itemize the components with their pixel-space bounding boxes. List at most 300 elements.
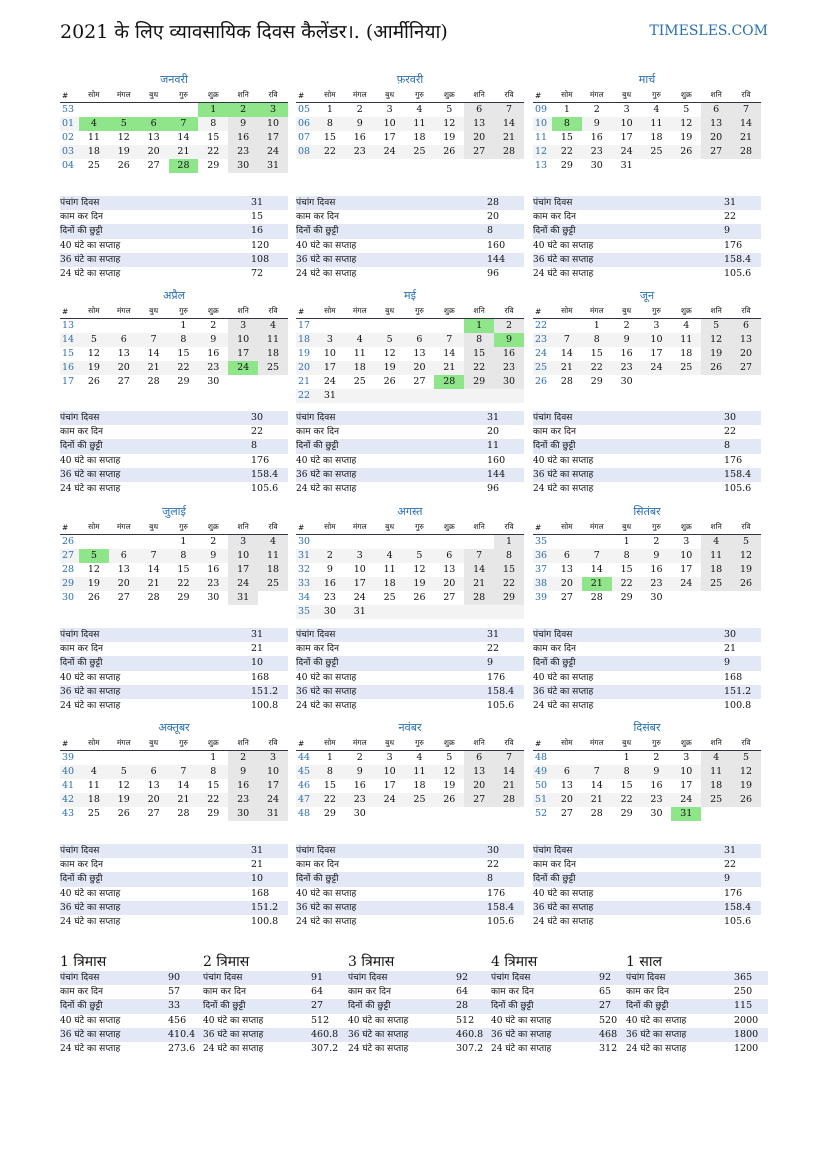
day-cell[interactable]: 27 <box>147 160 160 171</box>
day-cell[interactable]: 16 <box>590 132 603 143</box>
day-cell[interactable]: 16 <box>207 348 220 359</box>
day-cell[interactable]: 18 <box>413 780 426 791</box>
day-cell[interactable]: 3 <box>386 104 393 115</box>
day-cell[interactable]: 30 <box>494 375 524 389</box>
day-cell[interactable]: 13 <box>701 117 731 131</box>
day-cell[interactable]: 11 <box>258 333 288 347</box>
day-cell[interactable]: 22 <box>590 362 603 373</box>
day-cell[interactable]: 10 <box>258 765 288 779</box>
day-cell[interactable]: 6 <box>464 103 494 118</box>
day-cell[interactable]: 26 <box>87 592 100 603</box>
day-cell[interactable]: 14 <box>560 348 573 359</box>
day-cell[interactable]: 14 <box>731 117 761 131</box>
day-cell[interactable]: 3 <box>623 104 630 115</box>
day-cell[interactable]: 19 <box>731 563 761 577</box>
day-cell[interactable]: 21 <box>494 131 524 145</box>
day-cell[interactable]: 15 <box>323 132 336 143</box>
day-cell[interactable]: 7 <box>593 766 600 777</box>
day-cell[interactable]: 29 <box>177 592 190 603</box>
day-cell[interactable]: 14 <box>494 765 524 779</box>
day-cell[interactable]: 6 <box>446 550 453 561</box>
day-cell[interactable]: 13 <box>413 348 426 359</box>
day-cell[interactable]: 17 <box>228 347 258 361</box>
day-cell[interactable]: 22 <box>323 794 336 805</box>
day-cell[interactable]: 10 <box>383 766 396 777</box>
day-cell[interactable]: 21 <box>494 779 524 793</box>
day-cell[interactable]: 23 <box>590 146 603 157</box>
day-cell[interactable]: 1 <box>198 103 228 118</box>
day-cell[interactable]: 24 <box>228 577 258 591</box>
day-cell[interactable]: 12 <box>443 766 456 777</box>
day-cell[interactable]: 13 <box>560 780 573 791</box>
day-cell[interactable]: 29 <box>207 808 220 819</box>
day-cell[interactable]: 15 <box>620 780 633 791</box>
day-cell[interactable]: 27 <box>701 145 731 159</box>
day-cell[interactable]: 19 <box>701 347 731 361</box>
day-cell[interactable]: 13 <box>117 348 130 359</box>
day-cell[interactable]: 24 <box>680 794 693 805</box>
day-cell[interactable]: 19 <box>680 132 693 143</box>
day-cell[interactable]: 18 <box>87 794 100 805</box>
day-cell[interactable]: 5 <box>446 104 453 115</box>
day-cell[interactable]: 12 <box>413 564 426 575</box>
day-cell[interactable]: 10 <box>353 564 366 575</box>
day-cell[interactable]: 6 <box>701 103 731 118</box>
day-cell[interactable]: 20 <box>731 347 761 361</box>
day-cell[interactable]: 23 <box>620 362 633 373</box>
day-cell[interactable]: 29 <box>560 160 573 171</box>
day-cell[interactable]: 20 <box>147 146 160 157</box>
day-cell[interactable]: 5 <box>683 104 690 115</box>
day-cell[interactable]: 4 <box>386 550 393 561</box>
day-cell[interactable]: 12 <box>117 132 130 143</box>
day-cell[interactable]: 15 <box>620 564 633 575</box>
day-cell[interactable]: 24 <box>323 376 336 387</box>
day-cell[interactable]: 5 <box>120 766 127 777</box>
day-cell[interactable]: 17 <box>228 563 258 577</box>
day-cell[interactable]: 30 <box>207 592 220 603</box>
day-cell[interactable]: 19 <box>87 578 100 589</box>
day-cell[interactable]: 25 <box>383 592 396 603</box>
day-cell[interactable]: 27 <box>560 808 573 819</box>
day-cell[interactable]: 31 <box>620 160 633 171</box>
day-cell[interactable]: 19 <box>383 362 396 373</box>
day-cell[interactable]: 14 <box>590 564 603 575</box>
day-cell[interactable]: 6 <box>139 117 169 131</box>
day-cell[interactable]: 7 <box>731 103 761 118</box>
day-cell[interactable]: 23 <box>207 578 220 589</box>
day-cell[interactable]: 25 <box>413 146 426 157</box>
day-cell[interactable]: 16 <box>494 347 524 361</box>
day-cell[interactable]: 16 <box>353 780 366 791</box>
day-cell[interactable]: 31 <box>228 591 258 605</box>
day-cell[interactable]: 20 <box>560 794 573 805</box>
day-cell[interactable]: 9 <box>356 766 363 777</box>
day-cell[interactable]: 15 <box>464 347 494 361</box>
day-cell[interactable]: 2 <box>228 103 258 118</box>
day-cell[interactable]: 6 <box>563 550 570 561</box>
day-cell[interactable]: 6 <box>120 334 127 345</box>
day-cell[interactable]: 13 <box>117 564 130 575</box>
day-cell[interactable]: 3 <box>326 334 333 345</box>
day-cell[interactable]: 25 <box>650 146 663 157</box>
day-cell[interactable]: 10 <box>650 334 663 345</box>
day-cell[interactable]: 7 <box>150 550 157 561</box>
day-cell[interactable]: 15 <box>560 132 573 143</box>
day-cell[interactable]: 9 <box>228 117 258 131</box>
day-cell[interactable]: 27 <box>117 592 130 603</box>
day-cell[interactable]: 11 <box>413 766 426 777</box>
day-cell[interactable]: 18 <box>413 132 426 143</box>
day-cell[interactable]: 14 <box>147 564 160 575</box>
day-cell[interactable]: 25 <box>353 376 366 387</box>
day-cell[interactable]: 10 <box>620 118 633 129</box>
day-cell[interactable]: 20 <box>464 131 494 145</box>
day-cell[interactable]: 1 <box>180 320 187 331</box>
day-cell[interactable]: 9 <box>623 334 630 345</box>
day-cell[interactable]: 3 <box>258 103 288 118</box>
day-cell[interactable]: 20 <box>560 578 573 589</box>
day-cell[interactable]: 30 <box>590 160 603 171</box>
day-cell[interactable]: 23 <box>228 145 258 159</box>
day-cell[interactable]: 19 <box>117 794 130 805</box>
day-cell[interactable]: 22 <box>207 146 220 157</box>
day-cell[interactable]: 20 <box>413 362 426 373</box>
day-cell[interactable]: 16 <box>650 564 663 575</box>
day-cell[interactable]: 26 <box>117 808 130 819</box>
day-cell[interactable]: 14 <box>177 780 190 791</box>
day-cell[interactable]: 9 <box>210 334 217 345</box>
day-cell[interactable]: 30 <box>650 592 663 603</box>
day-cell[interactable]: 4 <box>683 320 690 331</box>
day-cell[interactable]: 28 <box>590 592 603 603</box>
day-cell[interactable]: 13 <box>464 117 494 131</box>
day-cell[interactable]: 29 <box>207 160 220 171</box>
day-cell[interactable]: 25 <box>701 793 731 807</box>
day-cell[interactable]: 28 <box>169 159 199 173</box>
day-cell[interactable]: 27 <box>147 808 160 819</box>
day-cell[interactable]: 27 <box>464 145 494 159</box>
day-cell[interactable]: 22 <box>177 362 190 373</box>
day-cell[interactable]: 5 <box>109 117 139 131</box>
day-cell[interactable]: 9 <box>593 118 600 129</box>
day-cell[interactable]: 14 <box>464 563 494 577</box>
day-cell[interactable]: 28 <box>494 145 524 159</box>
day-cell[interactable]: 30 <box>620 376 633 387</box>
day-cell[interactable]: 25 <box>680 362 693 373</box>
day-cell[interactable]: 8 <box>593 334 600 345</box>
day-cell[interactable]: 26 <box>413 592 426 603</box>
day-cell[interactable]: 29 <box>323 808 336 819</box>
day-cell[interactable]: 18 <box>650 132 663 143</box>
day-cell[interactable]: 16 <box>650 780 663 791</box>
day-cell[interactable]: 28 <box>464 591 494 605</box>
day-cell[interactable]: 5 <box>79 549 109 563</box>
day-cell[interactable]: 23 <box>207 362 220 373</box>
day-cell[interactable]: 18 <box>353 362 366 373</box>
day-cell[interactable]: 4 <box>79 117 109 131</box>
day-cell[interactable]: 23 <box>353 794 366 805</box>
day-cell[interactable]: 24 <box>383 794 396 805</box>
day-cell[interactable]: 7 <box>494 103 524 118</box>
day-cell[interactable]: 22 <box>323 146 336 157</box>
day-cell[interactable]: 21 <box>560 362 573 373</box>
day-cell[interactable]: 7 <box>494 751 524 766</box>
day-cell[interactable]: 21 <box>582 577 612 591</box>
day-cell[interactable]: 17 <box>323 362 336 373</box>
day-cell[interactable]: 9 <box>653 550 660 561</box>
day-cell[interactable]: 3 <box>683 752 690 763</box>
day-cell[interactable]: 22 <box>620 794 633 805</box>
day-cell[interactable]: 14 <box>590 780 603 791</box>
day-cell[interactable]: 12 <box>383 348 396 359</box>
day-cell[interactable]: 18 <box>680 348 693 359</box>
day-cell[interactable]: 15 <box>207 132 220 143</box>
day-cell[interactable]: 2 <box>356 752 363 763</box>
day-cell[interactable]: 21 <box>464 577 494 591</box>
day-cell[interactable]: 16 <box>620 348 633 359</box>
day-cell[interactable]: 20 <box>443 578 456 589</box>
day-cell[interactable]: 6 <box>120 550 127 561</box>
day-cell[interactable]: 2 <box>653 536 660 547</box>
day-cell[interactable]: 7 <box>446 334 453 345</box>
day-cell[interactable]: 8 <box>326 766 333 777</box>
day-cell[interactable]: 12 <box>87 564 100 575</box>
day-cell[interactable]: 8 <box>180 550 187 561</box>
day-cell[interactable]: 27 <box>464 793 494 807</box>
day-cell[interactable]: 9 <box>356 118 363 129</box>
day-cell[interactable]: 17 <box>620 132 633 143</box>
day-cell[interactable]: 21 <box>731 131 761 145</box>
day-cell[interactable]: 4 <box>90 766 97 777</box>
day-cell[interactable]: 31 <box>353 606 366 617</box>
day-cell[interactable]: 24 <box>258 145 288 159</box>
day-cell[interactable]: 11 <box>383 564 396 575</box>
day-cell[interactable]: 8 <box>210 766 217 777</box>
day-cell[interactable]: 17 <box>353 578 366 589</box>
day-cell[interactable]: 15 <box>177 348 190 359</box>
day-cell[interactable]: 5 <box>416 550 423 561</box>
day-cell[interactable]: 13 <box>147 132 160 143</box>
day-cell[interactable]: 19 <box>87 362 100 373</box>
day-cell[interactable]: 2 <box>356 104 363 115</box>
day-cell[interactable]: 29 <box>177 376 190 387</box>
day-cell[interactable]: 21 <box>443 362 456 373</box>
day-cell[interactable]: 24 <box>353 592 366 603</box>
day-cell[interactable]: 21 <box>147 362 160 373</box>
brand-link[interactable]: TIMESLES.COM <box>649 23 768 39</box>
day-cell[interactable]: 29 <box>494 591 524 605</box>
day-cell[interactable]: 11 <box>258 549 288 563</box>
day-cell[interactable]: 10 <box>228 549 258 563</box>
day-cell[interactable]: 26 <box>680 146 693 157</box>
day-cell[interactable]: 6 <box>464 751 494 766</box>
day-cell[interactable]: 16 <box>228 131 258 145</box>
day-cell[interactable]: 20 <box>117 578 130 589</box>
day-cell[interactable]: 16 <box>228 779 258 793</box>
day-cell[interactable]: 3 <box>356 550 363 561</box>
day-cell[interactable]: 15 <box>177 564 190 575</box>
day-cell[interactable]: 23 <box>323 592 336 603</box>
day-cell[interactable]: 6 <box>731 319 761 334</box>
day-cell[interactable]: 25 <box>258 577 288 591</box>
day-cell[interactable]: 16 <box>207 564 220 575</box>
day-cell[interactable]: 9 <box>494 333 524 347</box>
day-cell[interactable]: 18 <box>87 146 100 157</box>
day-cell[interactable]: 17 <box>258 131 288 145</box>
day-cell[interactable]: 11 <box>680 334 693 345</box>
day-cell[interactable]: 11 <box>701 549 731 563</box>
day-cell[interactable]: 2 <box>653 752 660 763</box>
day-cell[interactable]: 4 <box>416 752 423 763</box>
day-cell[interactable]: 10 <box>680 550 693 561</box>
day-cell[interactable]: 20 <box>701 131 731 145</box>
day-cell[interactable]: 2 <box>593 104 600 115</box>
day-cell[interactable]: 23 <box>353 146 366 157</box>
day-cell[interactable]: 29 <box>620 592 633 603</box>
day-cell[interactable]: 28 <box>494 793 524 807</box>
day-cell[interactable]: 7 <box>150 334 157 345</box>
day-cell[interactable]: 12 <box>701 333 731 347</box>
day-cell[interactable]: 14 <box>443 348 456 359</box>
day-cell[interactable]: 24 <box>620 146 633 157</box>
day-cell[interactable]: 23 <box>494 361 524 375</box>
day-cell[interactable]: 23 <box>650 794 663 805</box>
day-cell[interactable]: 26 <box>87 376 100 387</box>
day-cell[interactable]: 13 <box>147 780 160 791</box>
day-cell[interactable]: 17 <box>383 132 396 143</box>
day-cell[interactable]: 25 <box>413 794 426 805</box>
day-cell[interactable]: 8 <box>326 118 333 129</box>
day-cell[interactable]: 17 <box>680 780 693 791</box>
day-cell[interactable]: 24 <box>680 578 693 589</box>
day-cell[interactable]: 16 <box>353 132 366 143</box>
day-cell[interactable]: 30 <box>207 376 220 387</box>
day-cell[interactable]: 24 <box>383 146 396 157</box>
day-cell[interactable]: 31 <box>323 390 336 401</box>
day-cell[interactable]: 1 <box>623 536 630 547</box>
day-cell[interactable]: 7 <box>563 334 570 345</box>
day-cell[interactable]: 18 <box>258 563 288 577</box>
day-cell[interactable]: 2 <box>326 550 333 561</box>
day-cell[interactable]: 8 <box>623 766 630 777</box>
day-cell[interactable]: 3 <box>228 535 258 550</box>
day-cell[interactable]: 26 <box>701 361 731 375</box>
day-cell[interactable]: 2 <box>210 536 217 547</box>
day-cell[interactable]: 5 <box>446 752 453 763</box>
day-cell[interactable]: 27 <box>731 361 761 375</box>
day-cell[interactable]: 29 <box>464 375 494 389</box>
day-cell[interactable]: 1 <box>326 752 333 763</box>
day-cell[interactable]: 10 <box>228 333 258 347</box>
day-cell[interactable]: 8 <box>552 117 582 131</box>
day-cell[interactable]: 7 <box>169 117 199 131</box>
day-cell[interactable]: 8 <box>494 549 524 563</box>
day-cell[interactable]: 30 <box>228 159 258 173</box>
day-cell[interactable]: 25 <box>87 808 100 819</box>
day-cell[interactable]: 12 <box>443 118 456 129</box>
day-cell[interactable]: 26 <box>443 794 456 805</box>
day-cell[interactable]: 11 <box>87 780 100 791</box>
day-cell[interactable]: 18 <box>258 347 288 361</box>
day-cell[interactable]: 14 <box>494 117 524 131</box>
day-cell[interactable]: 16 <box>323 578 336 589</box>
day-cell[interactable]: 19 <box>413 578 426 589</box>
day-cell[interactable]: 24 <box>228 361 258 375</box>
day-cell[interactable]: 17 <box>680 564 693 575</box>
day-cell[interactable]: 2 <box>623 320 630 331</box>
day-cell[interactable]: 30 <box>323 606 336 617</box>
day-cell[interactable]: 12 <box>731 765 761 779</box>
day-cell[interactable]: 8 <box>210 118 217 129</box>
day-cell[interactable]: 22 <box>620 578 633 589</box>
day-cell[interactable]: 2 <box>210 320 217 331</box>
day-cell[interactable]: 9 <box>210 550 217 561</box>
day-cell[interactable]: 19 <box>443 132 456 143</box>
day-cell[interactable]: 18 <box>701 563 731 577</box>
day-cell[interactable]: 28 <box>731 145 761 159</box>
day-cell[interactable]: 26 <box>383 376 396 387</box>
day-cell[interactable]: 5 <box>90 334 97 345</box>
day-cell[interactable]: 25 <box>701 577 731 591</box>
day-cell[interactable]: 14 <box>147 348 160 359</box>
day-cell[interactable]: 26 <box>117 160 130 171</box>
day-cell[interactable]: 29 <box>590 376 603 387</box>
day-cell[interactable]: 7 <box>180 766 187 777</box>
day-cell[interactable]: 9 <box>228 765 258 779</box>
day-cell[interactable]: 26 <box>731 577 761 591</box>
day-cell[interactable]: 22 <box>464 361 494 375</box>
day-cell[interactable]: 25 <box>258 361 288 375</box>
day-cell[interactable]: 26 <box>443 146 456 157</box>
day-cell[interactable]: 11 <box>413 118 426 129</box>
day-cell[interactable]: 10 <box>680 766 693 777</box>
day-cell[interactable]: 4 <box>701 751 731 766</box>
day-cell[interactable]: 11 <box>650 118 663 129</box>
day-cell[interactable]: 1 <box>210 752 217 763</box>
day-cell[interactable]: 10 <box>258 117 288 131</box>
day-cell[interactable]: 17 <box>258 779 288 793</box>
day-cell[interactable]: 21 <box>177 146 190 157</box>
day-cell[interactable]: 9 <box>326 564 333 575</box>
day-cell[interactable]: 6 <box>416 334 423 345</box>
day-cell[interactable]: 11 <box>87 132 100 143</box>
day-cell[interactable]: 23 <box>228 793 258 807</box>
day-cell[interactable]: 22 <box>177 578 190 589</box>
day-cell[interactable]: 12 <box>87 348 100 359</box>
day-cell[interactable]: 15 <box>323 780 336 791</box>
day-cell[interactable]: 6 <box>150 766 157 777</box>
day-cell[interactable]: 4 <box>653 104 660 115</box>
day-cell[interactable]: 24 <box>650 362 663 373</box>
day-cell[interactable]: 1 <box>593 320 600 331</box>
day-cell[interactable]: 11 <box>701 765 731 779</box>
day-cell[interactable]: 31 <box>671 807 701 821</box>
day-cell[interactable]: 21 <box>147 578 160 589</box>
day-cell[interactable]: 7 <box>593 550 600 561</box>
day-cell[interactable]: 13 <box>443 564 456 575</box>
day-cell[interactable]: 15 <box>590 348 603 359</box>
day-cell[interactable]: 27 <box>413 376 426 387</box>
day-cell[interactable]: 15 <box>494 563 524 577</box>
day-cell[interactable]: 4 <box>701 535 731 550</box>
day-cell[interactable]: 8 <box>464 333 494 347</box>
day-cell[interactable]: 21 <box>177 794 190 805</box>
day-cell[interactable]: 5 <box>731 535 761 550</box>
day-cell[interactable]: 20 <box>117 362 130 373</box>
day-cell[interactable]: 3 <box>683 536 690 547</box>
day-cell[interactable]: 12 <box>117 780 130 791</box>
